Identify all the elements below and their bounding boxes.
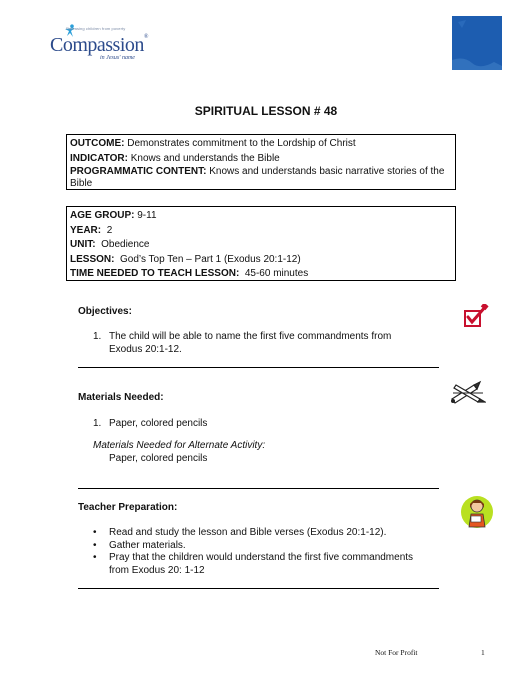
blue-corner-patch [452, 16, 502, 70]
materials-item: 1. Paper, colored pencils [93, 418, 208, 429]
year-line: YEAR: 2 [70, 224, 113, 236]
outcome-box [66, 134, 456, 190]
materials-title: Materials Needed: [78, 392, 164, 403]
lesson-line: LESSON: God’s Top Ten – Part 1 (Exodus 20:1-12) [70, 253, 301, 265]
lesson-info-box [66, 206, 456, 281]
unit-line: UNIT: Obedience [70, 239, 150, 250]
list-item: • Pray that the children would understand the first five commandments from Exodus 20: 1-12 [93, 552, 414, 576]
page-number: 1 [481, 648, 485, 657]
time-line: TIME NEEDED TO TEACH LESSON: 45-60 minutes [70, 268, 309, 279]
outcome-line: OUTCOME: Demonstrates commitment to the Lordship of Christ [70, 138, 356, 149]
teacher-preparation-title: Teacher Preparation: [78, 502, 178, 513]
pencils-icon [450, 379, 486, 408]
list-item: • Gather materials. [93, 539, 186, 551]
logo-wordmark: Compassion® [50, 34, 148, 56]
section-divider [78, 367, 439, 368]
objectives-title: Objectives: [78, 306, 132, 317]
logo-subline: in Jesus' name [100, 55, 135, 61]
footer-note: Not For Profit [375, 648, 418, 657]
teacher-preparation-list [93, 527, 433, 577]
section-divider [78, 588, 439, 589]
compassion-logo [50, 22, 162, 66]
checkbox-icon [464, 304, 490, 331]
teacher-icon [460, 494, 494, 533]
age-group-line: AGE GROUP: 9-11 [70, 210, 157, 221]
indicator-line: INDICATOR: Knows and understands the Bible [70, 152, 280, 164]
logo-tagline: Releasing children from poverty [66, 26, 126, 31]
alternate-materials-title: Materials Needed for Alternate Activity: [93, 440, 266, 451]
objective-item: 1. The child will be able to name the first five commandments from Exodus 20:1-12. [93, 331, 392, 355]
list-item: • Read and study the lesson and Bible verses (Exodus 20:1-12). [93, 527, 387, 538]
alternate-materials-text: Paper, colored pencils [109, 453, 208, 464]
page-title: SPIRITUAL LESSON # 48 [194, 104, 338, 118]
section-divider [78, 488, 439, 489]
programmatic-line: PROGRAMMATIC CONTENT: Knows and understands basic narrative stories of the Bible [70, 166, 445, 189]
